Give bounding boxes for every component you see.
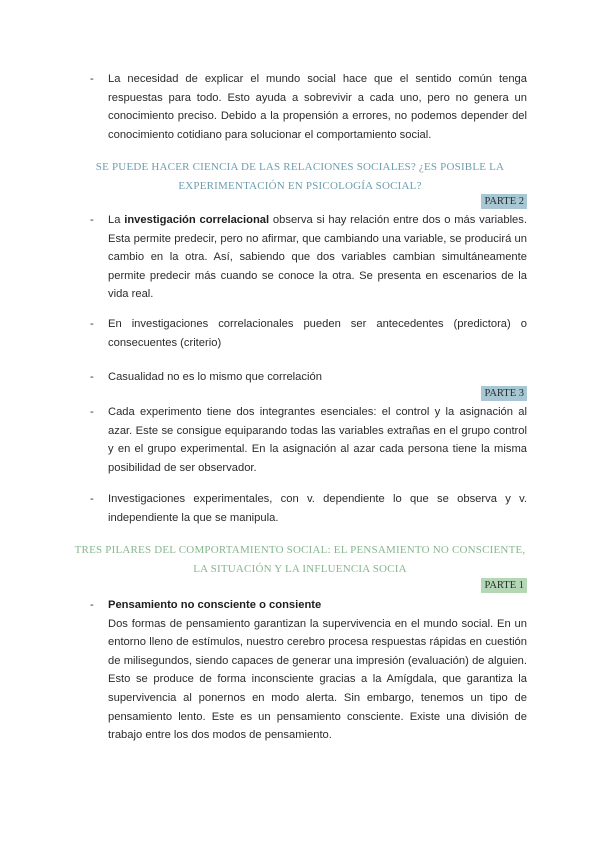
heading-line-1: TRES PILARES DEL COMPORTAMIENTO SOCIAL: EL PENSAMIENTO NO CONSCIENTE, [74, 544, 526, 556]
heading-line-2: EXPERIMENTACIÓN EN PSICOLOGÍA SOCIAL? [178, 179, 422, 192]
bullet-dash: - [90, 318, 94, 330]
bullet-common-sense [90, 70, 527, 144]
bullet-text: Investigaciones experimentales, con v. dependiente lo que se observa y v. independiente la que se manipula. [108, 493, 527, 524]
bullet-dash: - [90, 214, 94, 226]
bullet-correlational [90, 211, 527, 304]
bullet-text: Cada experimento tiene dos integrantes esenciales: el control y la asignación al azar. Este se consigue equiparando todas las variables extrañas en el grupo control y en el grupo experimental. En la asignación al azar cada persona tiene la misma posibilidad de ser observador. [108, 406, 527, 474]
heading-line-1: SE PUEDE HACER CIENCIA DE LAS RELACIONES SOCIALES? ¿ES POSIBLE LA [95, 161, 505, 173]
bullet-text: En investigaciones correlacionales pueden ser antecedentes (predictora) o consecuentes (criterio) [108, 318, 527, 349]
badge-parte-1: PARTE 1 [481, 578, 527, 593]
subsection-title: Pensamiento no consciente o consiente [108, 599, 322, 611]
section-heading-three-pillars [60, 541, 540, 578]
bullet-dash: - [90, 599, 94, 611]
bold-term: investigación correlacional [124, 214, 270, 226]
bullet-experiment [90, 403, 527, 477]
bullet-text: La investigación correlacional observa si hay relación entre dos o más variables. Esta permite predecir, pero no afirmar, que cambiando una variable, se producirá un cambio en la otra. Así, sabiendo que dos variables cambian simultáneamente permite predecir más cuando se conoce la otra. Se presenta en escenarios de la vida real. [108, 214, 527, 301]
bullet-text: Casualidad no es lo mismo que correlación [108, 371, 322, 383]
badge-parte-2: PARTE 2 [481, 194, 527, 209]
bullet-experimental-investigations [90, 490, 527, 527]
bullet-dash: - [90, 73, 94, 85]
bullet-unconscious-thought [90, 596, 527, 745]
bullet-causality [90, 368, 527, 387]
bullet-dash: - [90, 493, 94, 505]
section-heading-science [60, 158, 540, 195]
heading-line-2: LA SITUACIÓN Y LA INFLUENCIA SOCIA [193, 562, 407, 575]
bullet-dash: - [90, 371, 94, 383]
bullet-antecedents [90, 315, 527, 352]
bullet-text: Dos formas de pensamiento garantizan la supervivencia en el mundo social. En un entorno lleno de estímulos, nuestro cerebro procesa respuestas rápidas en cuestión de milisegundos, siendo capaces de generar una impresión (evaluación) de alguien. Esto se produce de forma inconsciente gracias a la Amígdala, que garantiza la supervivencia al ponernos en modo alerta. Sin embargo, tenemos un tipo de pensamiento lento. Este es un pensamiento consciente. Existe una división de trabajo entre los dos modos de pensamiento. [108, 617, 527, 742]
badge-parte-3: PARTE 3 [481, 386, 527, 401]
bullet-dash: - [90, 406, 94, 418]
bullet-text: La necesidad de explicar el mundo social hace que el sentido común tenga respuestas para todo. Esto ayuda a sobrevivir a cada uno, pero no genera un conocimiento preciso. Debido a la propensión a errores, no podemos depender del conocimiento cotidiano para solucionar el comportamiento social. [108, 73, 527, 141]
